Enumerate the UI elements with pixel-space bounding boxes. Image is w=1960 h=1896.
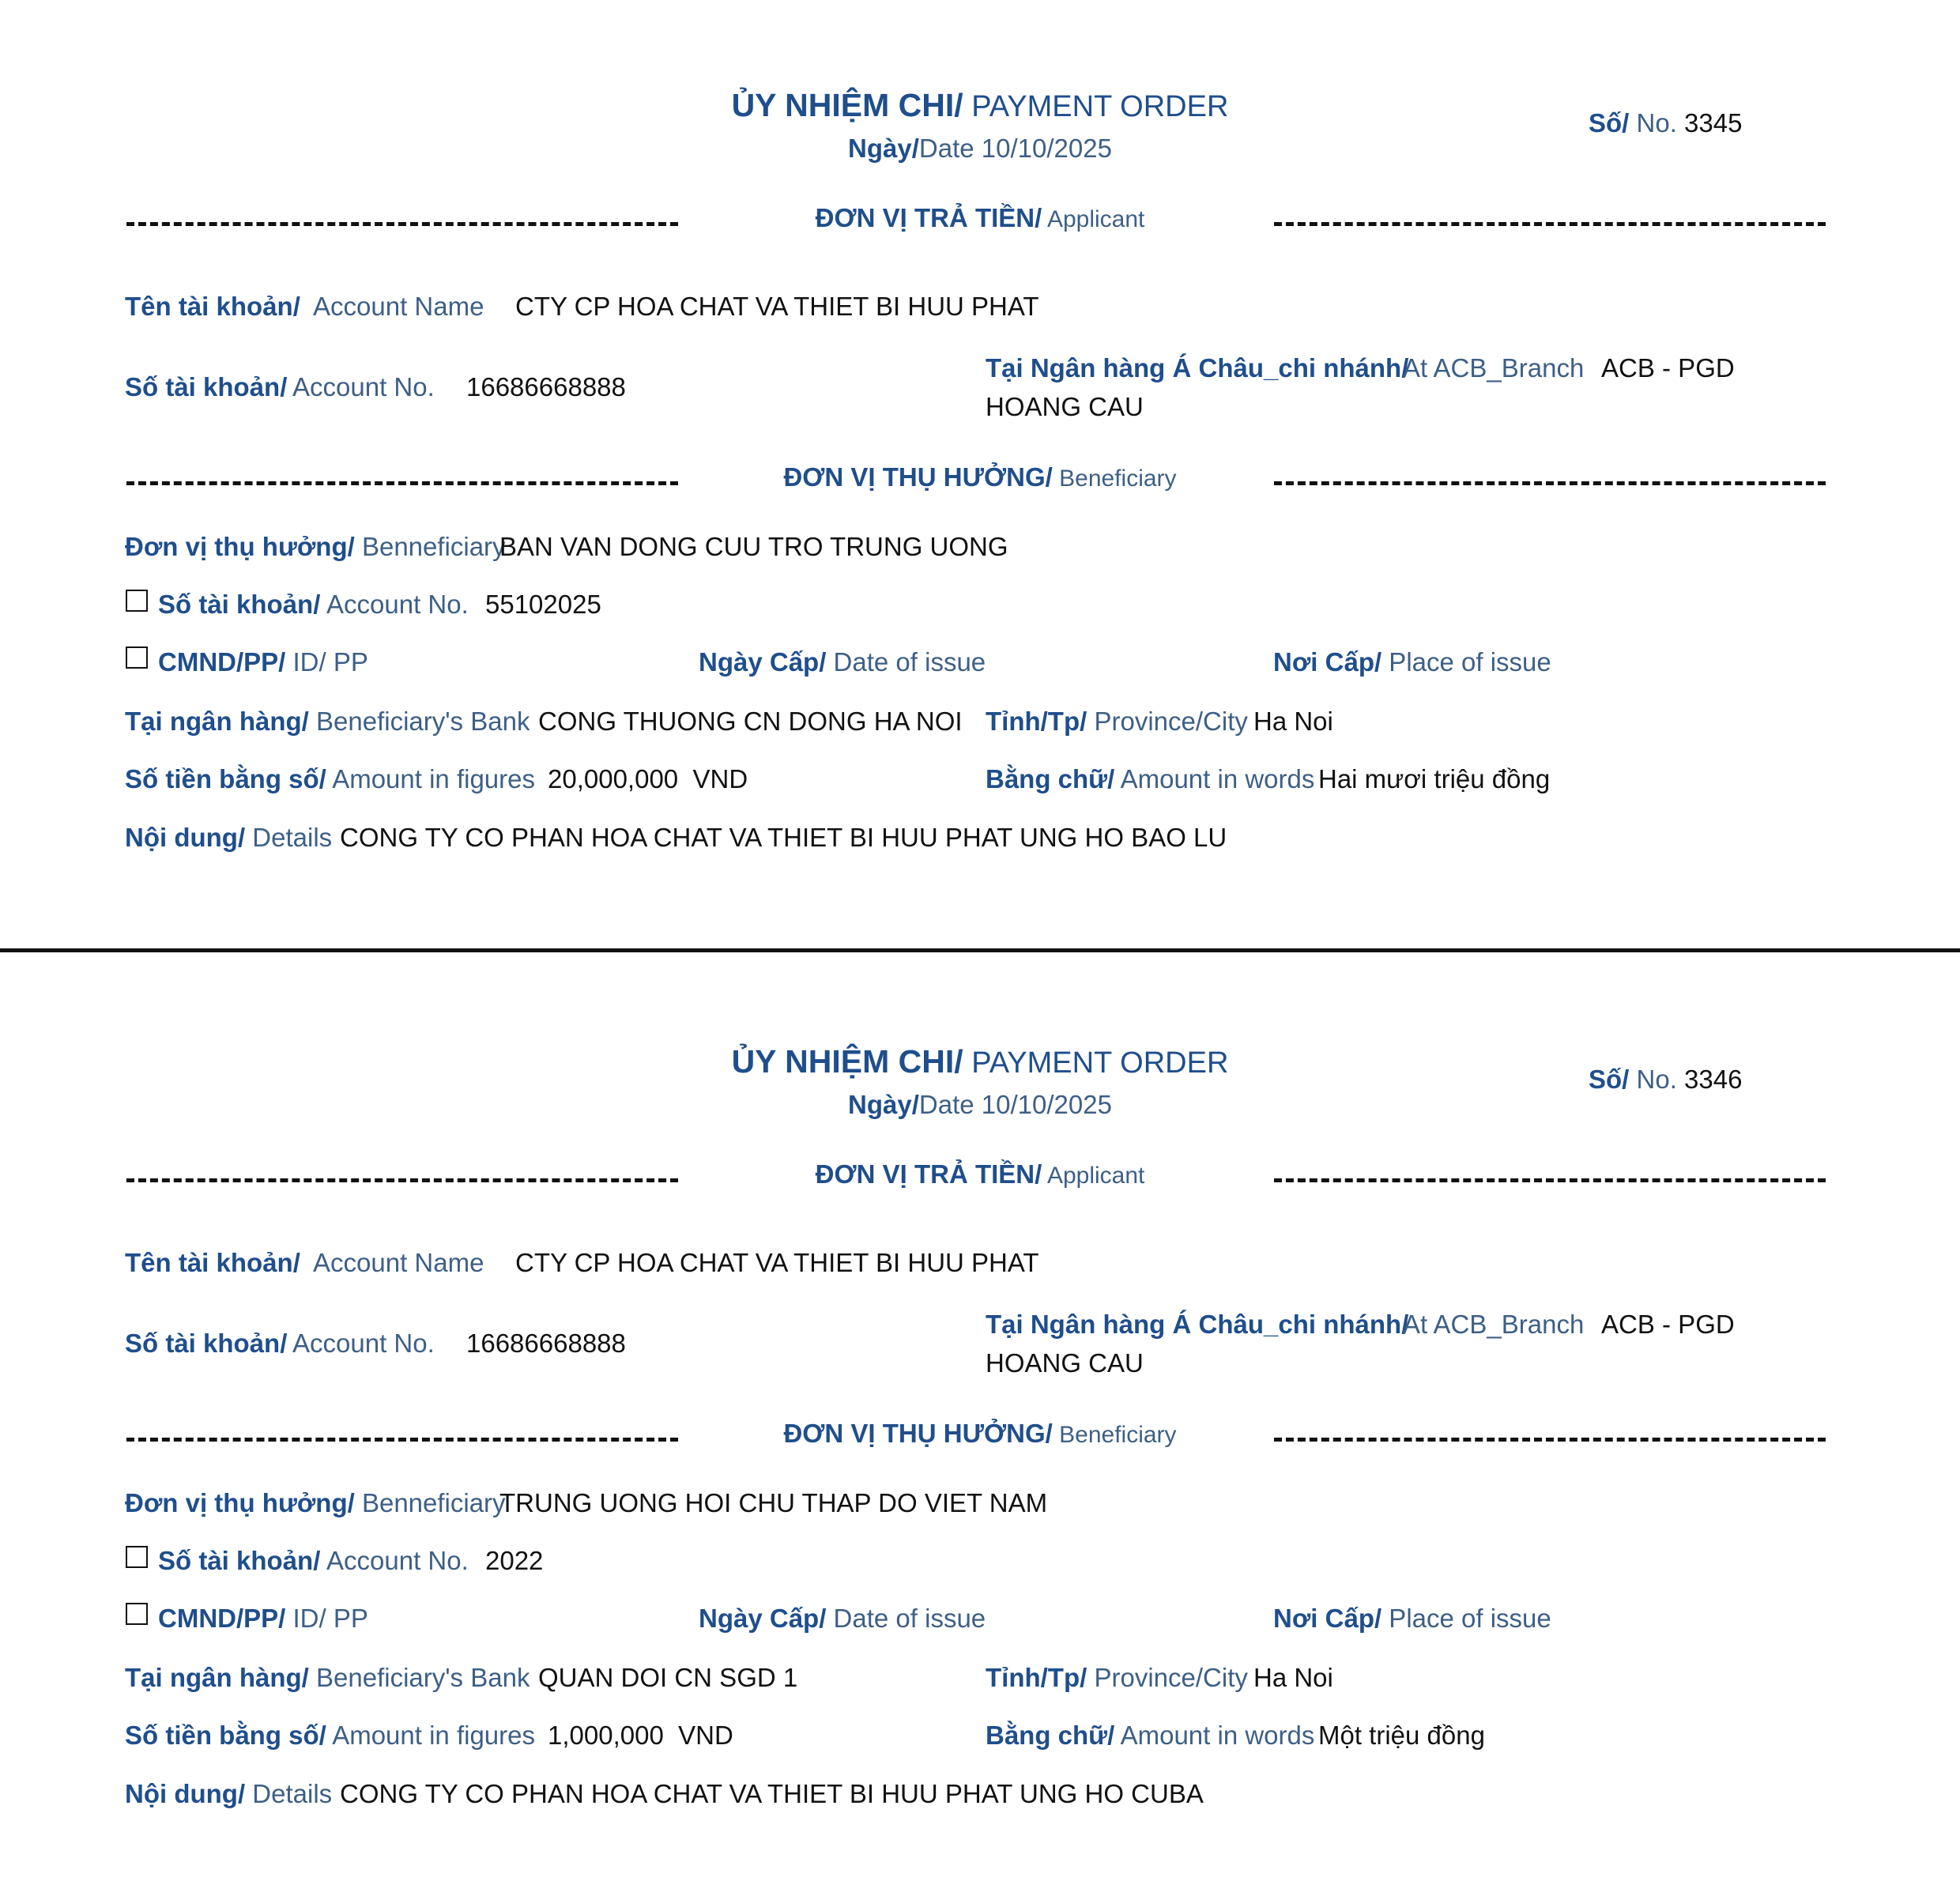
details-label: Nội dung/ Details [125, 823, 333, 852]
account-no-value: 16686668888 [466, 1329, 626, 1358]
province-value: Ha Noi [1253, 707, 1333, 736]
amount-figures-value: 1,000,000 VND [548, 1721, 733, 1750]
issue-date-label: Ngày Cấp/ Date of issue [699, 647, 986, 677]
amount-figures-label: Số tiền bằng số/ Amount in figures [125, 1721, 536, 1750]
dashed-divider-right [1274, 222, 1826, 226]
account-name-label-vi: Tên tài khoản/ [125, 292, 300, 321]
account-no-checkbox[interactable] [126, 590, 148, 612]
beneficiary-row: Đơn vị thụ hưởng/ Benneficiary [125, 1488, 506, 1517]
beneficiary-value: BAN VAN DONG CUU TRO TRUNG UONG [499, 532, 1008, 561]
applicant-section-header: ĐƠN VỊ TRẢ TIỀN/ Applicant [815, 1159, 1145, 1189]
account-no-label-en: Account No. [292, 1329, 435, 1358]
beneficiary-bank-value: QUAN DOI CN SGD 1 [538, 1663, 798, 1692]
branch-label-vi: Tại Ngân hàng Á Châu_chi nhánh/ [986, 353, 1409, 383]
order-number: Số/ No. 3345 [1589, 108, 1743, 138]
branch-value: ACB - PGD [1601, 1310, 1735, 1339]
amount-words-value: Một triệu đồng [1318, 1721, 1485, 1750]
issue-place-label: Nơi Cấp/ Place of issue [1273, 647, 1551, 677]
id-pp-label: CMND/PP/ ID/ PP [158, 647, 368, 677]
benef-account-no-value: 2022 [485, 1546, 544, 1575]
account-no-checkbox[interactable] [126, 1546, 148, 1568]
beneficiary-value: TRUNG UONG HOI CHU THAP DO VIET NAM [499, 1488, 1048, 1517]
order-title: ỦY NHIỆM CHI/ PAYMENT ORDER [731, 1043, 1229, 1080]
payment-order-2 [0, 956, 1960, 1865]
amount-words-label: Bằng chữ/ Amount in words [986, 1721, 1315, 1750]
id-pp-label: CMND/PP/ ID/ PP [158, 1604, 368, 1633]
dashed-divider-right [1274, 1178, 1826, 1182]
amount-words-value: Hai mươi triệu đồng [1318, 764, 1551, 793]
branch-value-line2: HOANG CAU [986, 1348, 1144, 1378]
details-value: CONG TY CO PHAN HOA CHAT VA THIET BI HUU PHAT UNG HO BAO LU [340, 823, 1227, 852]
order-title: ỦY NHIỆM CHI/ PAYMENT ORDER [731, 87, 1229, 123]
branch-label-en: At ACB_Branch [1403, 1310, 1585, 1339]
account-name-label-vi: Tên tài khoản/ [125, 1248, 300, 1277]
amount-figures-value: 20,000,000 VND [548, 764, 748, 793]
issue-date-label: Ngày Cấp/ Date of issue [699, 1604, 986, 1633]
order-date: Ngày/Date 10/10/2025 [848, 134, 1112, 163]
amount-words-label: Bằng chữ/ Amount in words [986, 764, 1315, 793]
account-name-value: CTY CP HOA CHAT VA THIET BI HUU PHAT [515, 1248, 1039, 1277]
province-row: Tỉnh/Tp/ Province/City [986, 707, 1248, 736]
amount-figures-label: Số tiền bằng số/ Amount in figures [125, 764, 536, 793]
province-value: Ha Noi [1253, 1663, 1333, 1692]
dashed-divider-right [1274, 1438, 1826, 1442]
account-no-value: 16686668888 [466, 372, 626, 401]
id-pp-checkbox[interactable] [126, 646, 148, 669]
applicant-section-header: ĐƠN VỊ TRẢ TIỀN/ Applicant [815, 203, 1145, 232]
benef-account-no-value: 55102025 [485, 590, 601, 619]
account-no-label-en: Account No. [292, 372, 435, 401]
issue-place-label: Nơi Cấp/ Place of issue [1273, 1604, 1551, 1633]
details-label: Nội dung/ Details [125, 1779, 333, 1808]
dashed-divider-right [1274, 481, 1826, 485]
benef-account-no-label-vi: Số tài khoản/ [158, 590, 321, 619]
beneficiary-bank-value: CONG THUONG CN DONG HA NOI [538, 707, 963, 736]
province-row: Tỉnh/Tp/ Province/City [986, 1663, 1248, 1692]
beneficiary-section-header: ĐƠN VỊ THỤ HƯỞNG/ Beneficiary [783, 1419, 1177, 1448]
details-value: CONG TY CO PHAN HOA CHAT VA THIET BI HUU PHAT UNG HO CUBA [340, 1779, 1204, 1808]
order-separator [0, 948, 1960, 952]
branch-label-en: At ACB_Branch [1403, 353, 1585, 383]
payment-order-1 [0, 0, 1960, 909]
branch-value: ACB - PGD [1601, 353, 1735, 383]
branch-value-line2: HOANG CAU [986, 392, 1144, 421]
benef-account-no-label-vi: Số tài khoản/ [158, 1546, 321, 1575]
beneficiary-section-header: ĐƠN VỊ THỤ HƯỞNG/ Beneficiary [783, 462, 1177, 492]
beneficiary-row: Đơn vị thụ hưởng/ Benneficiary [125, 532, 506, 561]
branch-label-vi: Tại Ngân hàng Á Châu_chi nhánh/ [986, 1310, 1409, 1339]
id-pp-checkbox[interactable] [126, 1603, 148, 1625]
account-no-label-vi: Số tài khoản/ [125, 1329, 288, 1358]
account-no-label-vi: Số tài khoản/ [125, 372, 288, 401]
account-name-label-en: Account Name [313, 292, 484, 321]
order-date: Ngày/Date 10/10/2025 [848, 1090, 1112, 1119]
account-name-label-en: Account Name [313, 1248, 484, 1277]
beneficiary-bank-label: Tại ngân hàng/ Beneficiary's Bank [125, 1663, 530, 1692]
benef-account-no-label-en: Account No. [326, 1546, 469, 1575]
order-number: Số/ No. 3346 [1589, 1065, 1743, 1094]
beneficiary-bank-label: Tại ngân hàng/ Beneficiary's Bank [125, 707, 530, 736]
benef-account-no-label-en: Account No. [326, 590, 469, 619]
account-name-value: CTY CP HOA CHAT VA THIET BI HUU PHAT [515, 292, 1039, 321]
